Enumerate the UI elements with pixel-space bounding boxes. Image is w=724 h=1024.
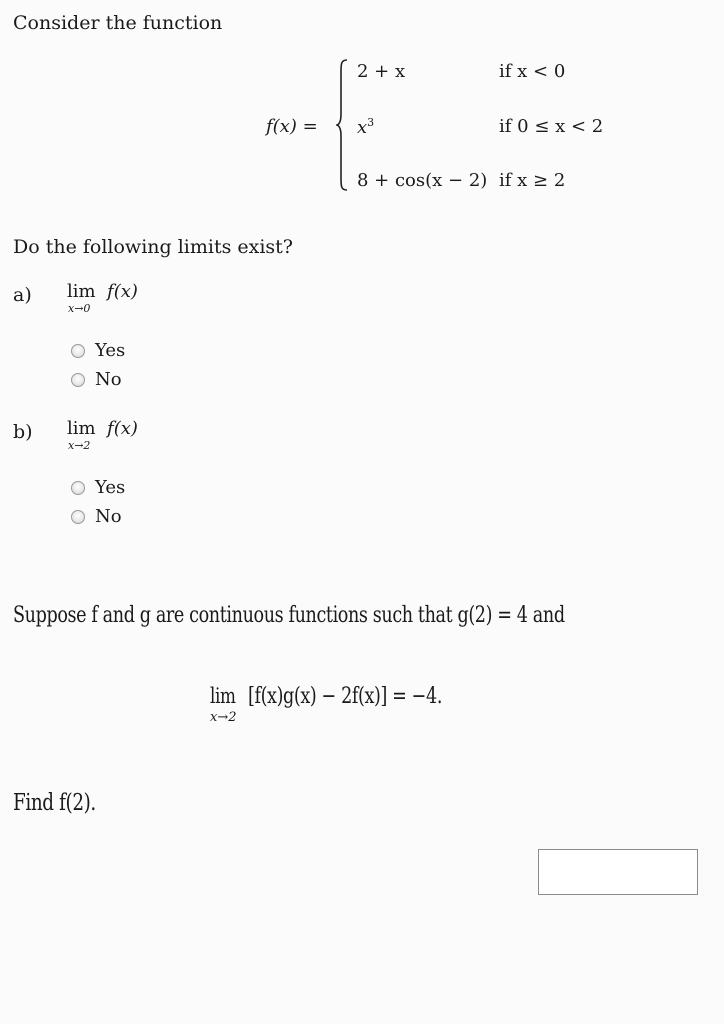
part-b-no-option[interactable]: No <box>71 506 122 527</box>
q2-limit: lim x→2 [f(x)g(x) − 2f(x)] = −4. <box>210 684 442 725</box>
question-intro: Consider the function <box>13 12 223 34</box>
part-a-no-option[interactable]: No <box>71 369 122 390</box>
q2-find: Find f(2). <box>13 790 96 816</box>
q2-statement: Suppose f and g are continuous functions such that g(2) = 4 and <box>13 603 565 628</box>
part-a-yes-option[interactable]: Yes <box>71 340 125 361</box>
piece-expr-2: $x^3$ <box>357 116 375 138</box>
part-b-yes-option[interactable]: Yes <box>71 477 125 498</box>
part-a-label: a) <box>13 284 32 306</box>
part-b-limit: lim f(x) x→2 <box>67 418 138 452</box>
part-a-yes-radio[interactable] <box>71 344 85 358</box>
part-b-label: b) <box>13 421 33 443</box>
part-b-yes-radio[interactable] <box>71 481 85 495</box>
piece-cond-3: if x ≥ 2 <box>499 170 566 191</box>
limits-question: Do the following limits exist? <box>13 236 293 258</box>
part-a-no-radio[interactable] <box>71 373 85 387</box>
piece-expr-3: 8 + cos(x − 2) <box>357 170 488 191</box>
piece-cond-2: if 0 ≤ x < 2 <box>499 116 604 137</box>
part-b-no-radio[interactable] <box>71 510 85 524</box>
part-a-limit: lim f(x) x→0 <box>67 281 138 315</box>
function-lhs: f(x) = <box>266 116 318 137</box>
piece-cond-1: if x < 0 <box>499 61 566 82</box>
piece-expr-1: 2 + x <box>357 61 406 82</box>
answer-input[interactable] <box>538 849 698 895</box>
left-brace-icon <box>336 58 348 192</box>
